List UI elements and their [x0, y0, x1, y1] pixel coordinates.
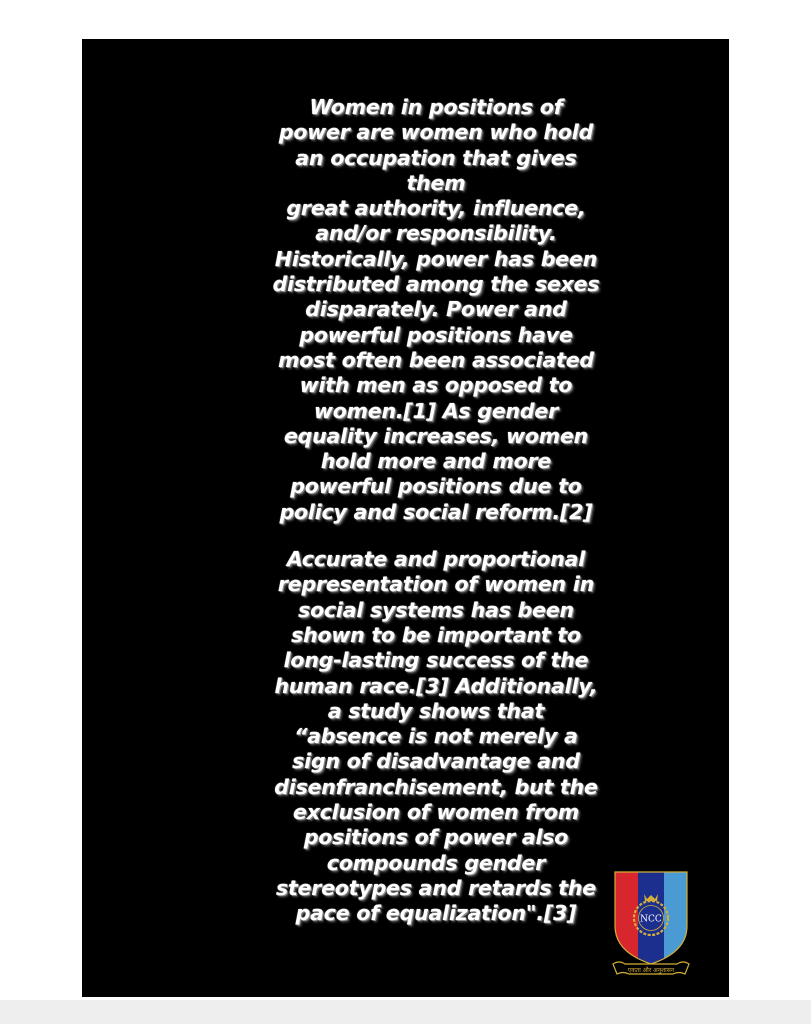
text-line: representation of women in: [277, 572, 595, 597]
text-line: compounds gender: [326, 850, 546, 875]
document-page: [82, 39, 729, 997]
text-line: pace of equalization".[3]: [295, 901, 577, 926]
text-line: hold more and more: [320, 449, 552, 474]
text-line: a study shows that: [327, 698, 545, 723]
text-line: and/or responsibility.: [315, 221, 557, 246]
ncc-logo-text: NCC: [640, 914, 662, 925]
text-line: positions of power also: [303, 825, 569, 850]
ncc-emblem-logo: [611, 868, 691, 980]
text-line: human race.[3] Additionally,: [274, 673, 598, 698]
motto-text: एकता और अनुशासन: [627, 967, 675, 974]
body-text: [230, 95, 642, 927]
text-line: Historically, power has been: [274, 246, 598, 271]
text-line: Accurate and proportional: [286, 547, 586, 572]
text-line: an occupation that gives: [295, 145, 577, 170]
text-line: disparately. Power and: [305, 297, 567, 322]
text-line: powerful positions due to: [290, 474, 582, 499]
text-line: power are women who hold: [278, 120, 594, 145]
text-line: equality increases, women: [283, 423, 589, 448]
text-line: distributed among the sexes: [272, 272, 600, 297]
text-line: them: [406, 170, 466, 195]
text-line: social systems has been: [298, 597, 574, 622]
paragraph-gap: [230, 525, 642, 547]
text-line: great authority, influence,: [286, 196, 586, 221]
text-line: with men as opposed to: [299, 373, 573, 398]
text-line: stereotypes and retards the: [276, 875, 596, 900]
text-line: “absence is not merely a: [294, 724, 578, 749]
text-line: exclusion of women from: [293, 800, 579, 825]
text-line: Women in positions of: [309, 95, 563, 119]
text-line: shown to be important to: [291, 622, 581, 647]
text-line: sign of disadvantage and: [292, 749, 580, 774]
text-line: disenfranchisement, but the: [274, 774, 598, 799]
text-line: powerful positions have: [299, 322, 573, 347]
text-line: most often been associated: [278, 347, 594, 372]
text-line: women.[1] As gender: [313, 398, 559, 423]
text-line: policy and social reform.[2]: [279, 499, 593, 524]
text-line: long-lasting success of the: [283, 648, 589, 673]
